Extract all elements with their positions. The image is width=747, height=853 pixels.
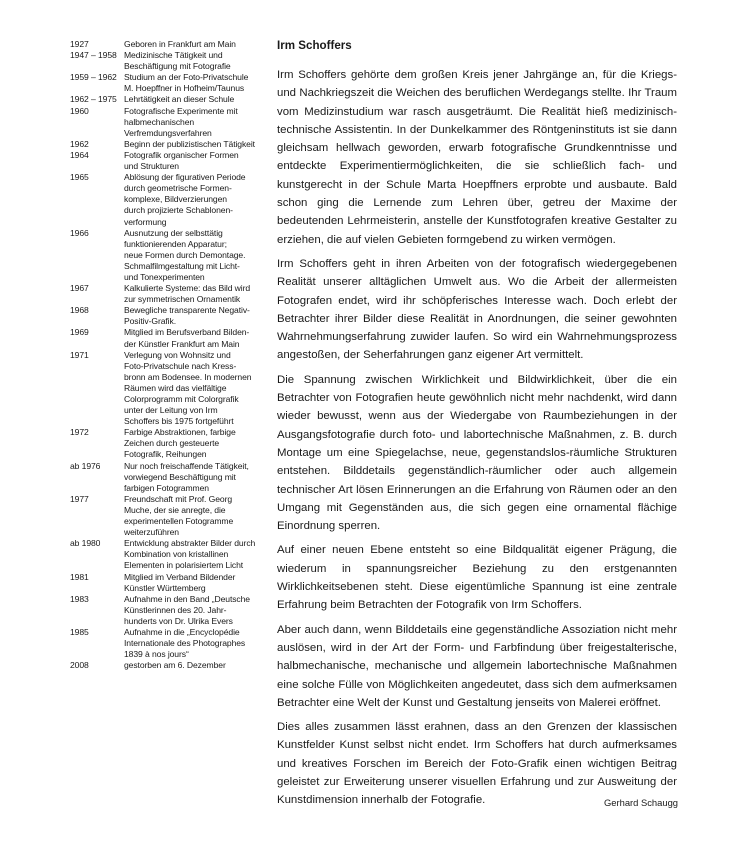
timeline-entry [70, 150, 270, 172]
timeline-year: 1960 [70, 105, 89, 116]
timeline-text: Medizinische Tätigkeit und Beschäftigung mit Fotografie [124, 50, 231, 72]
timeline-text: Nur noch freischaffende Tätigkeit, vorwiegend Beschäftigung mit farbigen Fotogrammen [124, 460, 249, 493]
timeline-text: Geboren in Frankfurt am Main [124, 39, 236, 49]
timeline-entry [70, 39, 270, 50]
timeline-year: 1967 [70, 283, 89, 294]
timeline-text: Ausnutzung der selbsttätig funktionierenden Apparatur; neue Formen durch Demontage. Schmalfilmgestaltung mit Licht- und Tonexperimenten [124, 227, 246, 282]
timeline-entry [70, 305, 270, 327]
timeline-year: 1962 [70, 138, 89, 149]
timeline-text: Aufnahme in die „Encyclopédie Internationale des Photographes 1839 à nos jours“ [124, 626, 246, 660]
timeline-entry [70, 594, 270, 627]
timeline-year: 1965 [70, 172, 89, 183]
timeline-entry [70, 627, 270, 660]
timeline-entry [70, 350, 270, 428]
article [277, 38, 677, 816]
article-paragraph: Irm Schoffers geht in ihren Arbeiten von der fotografisch wiedergegebenen Realität unserer alltäglichen Umwelt aus. Wo die Arbeit der allermeisten Fotografen endet, wird ihr schöpferisches Interesse wach. Doch erlebt der Betrachter ihrer Bilder diese Realität in Anordnungen, die seiner gewohnten Wahrnehmungserfahrung zuwider laufen. So wird ein Wahrnehmungsprozess angestoßen, der Seherfahrungen ganz eigener Art vermittelt. [277, 257, 677, 362]
timeline-text: Ablösung der figurativen Periode durch geometrische Formen- komplexe, Bildverzierungen durch projizierte Schablonen- verformung [124, 172, 246, 227]
timeline-text: Kalkulierte Systeme: das Bild wird zur symmetrischen Ornamentik [124, 283, 251, 305]
timeline-text: Fotografik organischer Formen und Strukturen [124, 149, 239, 172]
author-signature: Gerhard Schaugg [603, 796, 678, 808]
timeline-text: Beginn der publizistischen Tätigkeit [124, 138, 255, 149]
article-paragraph: Irm Schoffers gehörte dem großen Kreis jener Jahrgänge an, für die Kriegs- und Nachkriegszeit die Weichen des beruflichen Werdegangs stellte. Ihr Traum vom Medizinstudium war rasch ausgeträumt. Die Realität hieß medizinisch-technische Assistentin. In der Dunkelkammer des Röntgeninstituts ist sie dann gleichsam hellwach geworden, erwarb fotografische Grundkenntnisse und entdeckte Experimentiermöglichkeiten, die sie schließlich fach- und kunstgerecht in der Schule Marta Hoepffners erprobte und ausbaute. Bald schon ging die Lernende zum Lehren über, getreu der Maxime der bedeutenden Lehrmeisterin, anstelle der Kunstfotografen kreative Gestalter zu erziehen, die auf vielen Gebieten formgebend zu wirken vermögen. [277, 69, 677, 246]
timeline-year: 1969 [70, 327, 89, 338]
timeline-text: gestorben am 6. Dezember [124, 660, 226, 671]
timeline-year: 1972 [70, 427, 89, 438]
timeline-entry [70, 461, 270, 494]
timeline-entry [70, 494, 270, 538]
timeline-text: Fotografische Experimente mit halbmechanischen Verfremdungsverfahren [124, 105, 238, 138]
timeline-entry [70, 283, 270, 305]
timeline-year: 1962 – 1975 [70, 94, 117, 105]
closing-block [277, 718, 677, 809]
timeline-text: Aufnahme in den Band „Deutsche Künstlerinnen des 20. Jahr- hunderts von Dr. Ulrika Evers [124, 593, 250, 626]
article-paragraph: Dies alles zusammen lässt erahnen, dass an den Grenzen der klassischen Kunstfelder Kunst selbst nicht endet. Irm Schoffers hat durch aufmerksames und kreatives Forschen im Bereich der Foto-Grafik einen wichtigen Beitrag geleistet zur Erweiterung unserer visuellen Erfahrung und zur Ausweitung der Kunstdimension innerhalb der Fotografie. [277, 721, 677, 807]
article-paragraph: Aber auch dann, wenn Bilddetails eine gegenständliche Assoziation nicht mehr auslösen, wird in der Art der Form- und Farbfindung über freigestalterische, halbmechanische, mechanische und allgemein labortechnische Maßnahmen eine solche Fülle von Möglichkeiten angedeutet, dass sich dem aufmerksamen Betrachter eine Welt der Kunst und Gestaltung jenseits von Malerei eröffnet. [277, 623, 677, 709]
timeline-year: ab 1980 [70, 538, 101, 549]
timeline-year: 1927 [70, 39, 89, 49]
timeline-entry [70, 94, 270, 105]
timeline-text: Farbige Abstraktionen, farbige Zeichen durch gesteuerte Fotografik, Reihungen [124, 427, 236, 460]
timeline-entry [70, 327, 270, 349]
timeline-year: 1964 [70, 149, 89, 160]
timeline-year: 1983 [70, 593, 89, 604]
biography-timeline [70, 39, 270, 671]
timeline-entry [70, 139, 270, 150]
timeline-year: 1947 – 1958 [70, 50, 117, 61]
timeline-entry [70, 660, 270, 671]
timeline-entry [70, 228, 270, 283]
timeline-entry [70, 172, 270, 227]
timeline-entry [70, 427, 270, 460]
timeline-year: 1971 [70, 349, 89, 360]
timeline-year: 1966 [70, 227, 89, 238]
timeline-text: Bewegliche transparente Negativ- Positiv-Grafik. [124, 305, 250, 327]
timeline-year: ab 1976 [70, 460, 101, 471]
timeline-entry [70, 50, 270, 72]
timeline-text: Mitglied im Berufsverband Bilden- der Künstler Frankfurt am Main [124, 327, 250, 349]
timeline-year: 1959 – 1962 [70, 72, 117, 83]
timeline-text: Studium an der Foto-Privatschule M. Hoepffner in Hofheim/Taunus [124, 72, 249, 94]
timeline-year: 1968 [70, 305, 89, 316]
timeline-year: 1977 [70, 493, 89, 504]
timeline-entry [70, 106, 270, 139]
timeline-text: Freundschaft mit Prof. Georg Muche, der sie anregte, die experimentellen Fotogramme weiterzuführen [124, 493, 234, 538]
timeline-entry [70, 538, 270, 571]
article-title: Irm Schoffers [277, 39, 352, 52]
timeline-text: Mitglied im Verband Bildender Künstler Württemberg [124, 571, 236, 593]
timeline-entry [70, 572, 270, 594]
timeline-text: Lehrtätigkeit an dieser Schule [124, 94, 235, 105]
timeline-text: Entwicklung abstrakter Bilder durch Kombination von kristallinen Elementen in polarisiertem Licht [124, 538, 256, 571]
timeline-entry [70, 72, 270, 94]
timeline-year: 1981 [70, 571, 89, 582]
article-paragraph: Die Spannung zwischen Wirklichkeit und Bildwirklichkeit, über die ein Betrachter von Fotografien heute gewöhnlich nicht mehr nachdenkt, wird dann wieder bewusst, wenn aus der Wiedergabe von Raumbeziehungen in der Ausgangsfotografie durch foto- und labortechnische Maßnahmen, z. B. durch Montage um eine Spiegelachse, neue, gegenstandslos-räumliche Strukturen entstehen. Bilddetails gegenständlich-räumlicher oder auch allgemein technischer Art lösen Erinnerungen an die Erfahrung von Räumen oder an den Umgang mit Gegenständen aus, die sich gegen eine ornamental flächige Einordnung sperren. [277, 373, 677, 533]
timeline-year: 1985 [70, 626, 89, 637]
timeline-text: Verlegung von Wohnsitz und Foto-Privatschule nach Kress- bronn am Bodensee. In modernen Räumen wird das vielfältige Colorprogramm mit Colorgrafik unter der Leitung von Irm Schoffers bis 1975 fortgeführt [124, 349, 252, 427]
timeline-year: 2008 [70, 660, 89, 671]
article-paragraph: Auf einer neuen Ebene entsteht so eine Bildqualität eigener Prägung, die wiederum in spannungsreicher Beziehung zu den erstgenannten Wirklichkeitsebenen steht. Diese eigentümliche Spannung ist eine zentrale Erfahrung beim Betrachten der Fotografik von Irm Schoffers. [277, 544, 677, 612]
